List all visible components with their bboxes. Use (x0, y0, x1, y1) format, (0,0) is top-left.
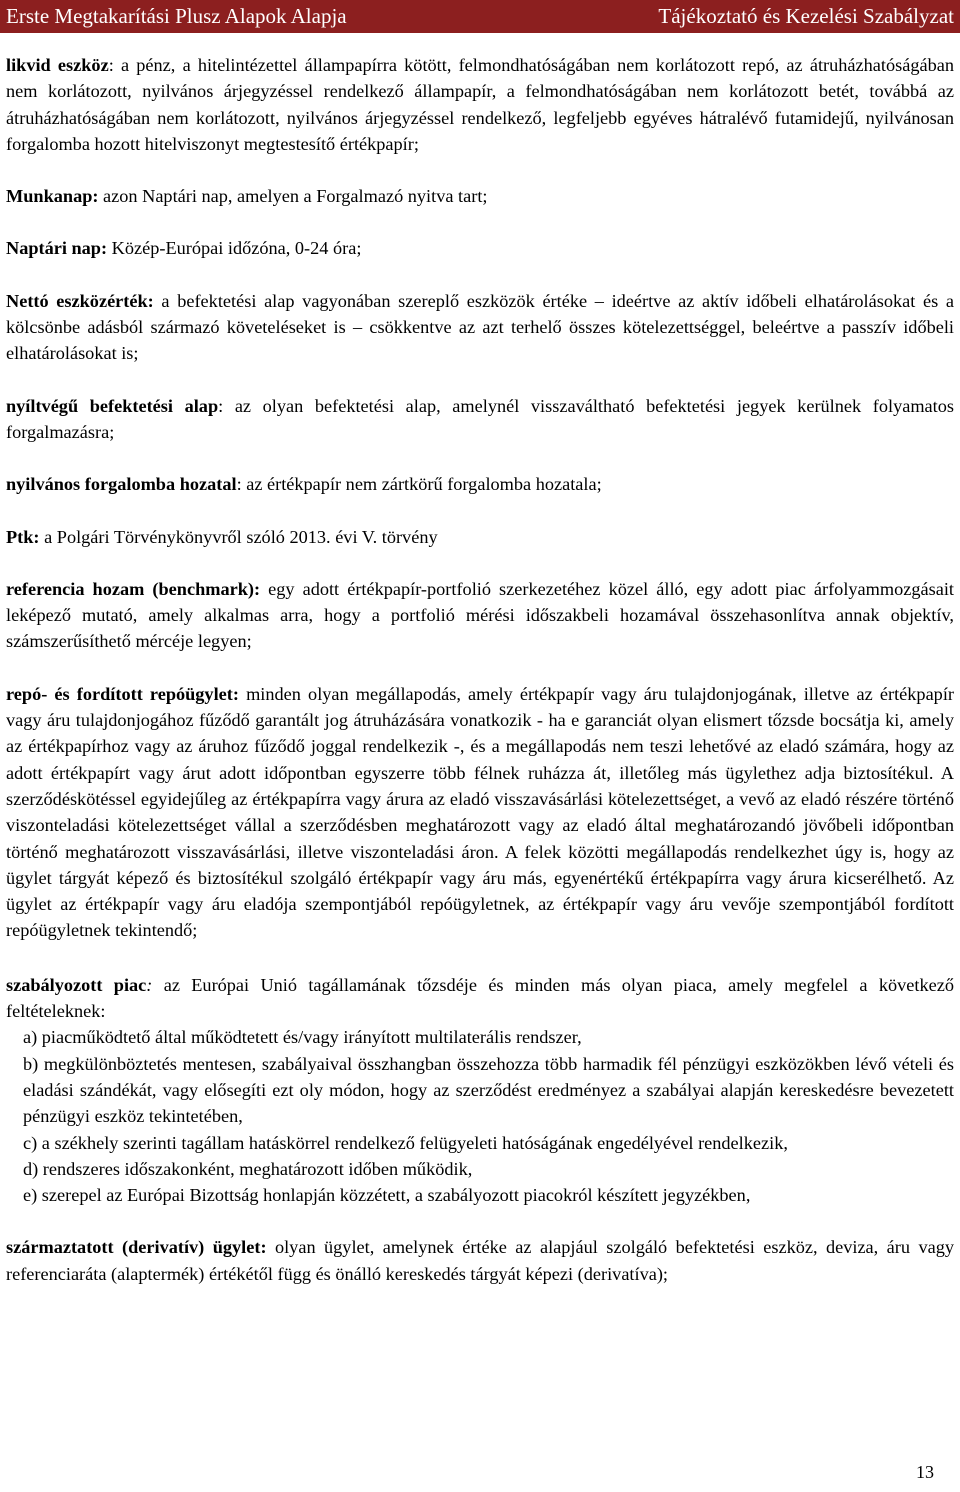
list-item: e) szerepel az Európai Bizottság honlapján közzétett, a szabályozott piacokról készített jegyzékben, (23, 1185, 751, 1206)
document-body (6, 52, 954, 1287)
definition-term: nyíltvégű befektetési alap (6, 395, 219, 416)
definition-text: a befektetési alap vagyonában szereplő eszközök értéke – ideértve az aktív időbeli elhatárolásokat és a kölcsönbe adásból származó követeléseket is – csökkentve az azt terhelő összes kötelezettséggel, beleértve a passzív időbeli elhatárolásokat is; (6, 290, 954, 364)
definition-term: likvid eszköz (6, 55, 109, 75)
definition-term: repó- és fordított repóügylet: (6, 683, 239, 704)
definition-text: az Európai Unió tagállamának tőzsdéje és minden más olyan piaca, amely megfelel a következő feltételeknek: (6, 974, 954, 1022)
definition-text: Közép-Európai időzóna, 0-24 óra; (107, 238, 362, 259)
page-number: 13 (916, 1462, 934, 1482)
definition-colon: : (146, 974, 153, 995)
definition-term: Munkanap: (6, 186, 99, 207)
definition-text: : a pénz, a hitelintézettel állampapírra kötött, felmondhatóságában nem korlátozott repó, az átruházhatóságában nem korlátozott, nyilvános árjegyzéssel rendelkező állampapír, a felmondhatóságában nem korlátozott betét, továbbá az átruházhatóságában nem korlátozott, nyilvános árjegyzéssel rendelkező, legfeljebb egyéves hátralévő futamidejű, nyilvánosan forgalomba hozott hitelviszonyt megtestesítő értékpapír; (6, 55, 954, 154)
list-item: d) rendszeres időszakonként, meghatározott időben működik, (23, 1158, 473, 1179)
definition-term: Nettó eszközérték: (6, 290, 154, 311)
definition-text: a Polgári Törvénykönyvről szóló 2013. évi V. törvény (39, 526, 438, 547)
definition-nyiltvegu-alap (6, 393, 954, 446)
definition-referencia-hozam (6, 576, 954, 655)
definition-term: referencia hozam (benchmark): (6, 578, 261, 599)
definition-text: : az értékpapír nem zártkörű forgalomba hozatala; (236, 474, 602, 495)
definition-nyilvanos-forgalomba-hozatal (6, 471, 954, 497)
definition-term: származtatott (derivatív) ügylet: (6, 1237, 267, 1258)
definition-term: Naptári nap: (6, 238, 108, 259)
list-item: a) piacműködtető által működtetett és/vagy irányított multilaterális rendszer, (23, 1027, 582, 1048)
list-item: c) a székhely szerinti tagállam hatáskörrel rendelkező felügyeleti hatóságának engedélyével rendelkezik, (23, 1132, 788, 1153)
definition-likvid-eszkoz (6, 52, 954, 157)
definition-naptari-nap (6, 235, 954, 261)
definition-term: szabályozott piac (6, 974, 147, 995)
page-header (0, 0, 960, 33)
list-item: b) megkülönböztetés mentesen, szabályaival összhangban összehozza több harmadik fél pénzügyi eszközökben lévő vételi és eladási szándékát, vagy elősegíti ezt oly módon, hogy az szerződést eredményez a szabályai alapján kereskedésre bevezetett pénzügyi eszköz tekintetében, (23, 1053, 954, 1127)
definition-text: azon Naptári nap, amelyen a Forgalmazó nyitva tart; (98, 186, 488, 207)
definition-munkanap (6, 183, 954, 209)
definition-term: Ptk: (6, 526, 40, 547)
header-section-title: Tájékoztató és Kezelési Szabályzat (658, 4, 954, 28)
definition-szabalyozott-piac (6, 972, 954, 1025)
definition-repougylet (6, 681, 954, 944)
definition-text: olyan ügylet, amelynek értéke az alapjául szolgáló befektetési eszköz, deviza, áru vagy referenciaráta (alaptermék) értékétől függ és önálló kereskedés tárgyát képezi (derivatíva); (6, 1237, 954, 1284)
definition-term: nyilvános forgalomba hozatal (6, 474, 237, 495)
definition-netto-eszkozertek (6, 288, 954, 367)
definition-ptk (6, 524, 954, 550)
definition-text: : az olyan befektetési alap, amelynél visszaváltható befektetési jegyek kerülnek folyamatos forgalmazásra; (6, 395, 954, 442)
definition-szarmaztatott-ugylet (6, 1234, 954, 1287)
header-document-title: Erste Megtakarítási Plusz Alapok Alapja (6, 4, 347, 28)
definition-text: egy adott értékpapír-portfolió szerkezetéhez közel álló, egy adott piac árfolyammozgásait leképező mutató, amely alkalmas arra, hogy a portfolió mérési időszakbeli hozamával összehasonlítva annak objektív, számszerűsíthető mércéje legyen; (6, 578, 954, 652)
definition-text: minden olyan megállapodás, amely értékpapír vagy áru tulajdonjogának, illetve az értékpapír vagy áru tulajdonjogához fűződő garantált jog átruházására vonatkozik - ha e garanciát olyan elismert tőzsde bocsátja ki, amely az értékpapírhoz vagy az áruhoz fűződő joggal rendelkezik -, és a megállapodás nem teszi lehetővé az eladó számára, hogy az adott értékpapírt vagy árut adott időpontban egyszerre több félnek ruházza át, illetőleg más ügylethez adja biztosítékul. A szerződéskötéssel egyidejűleg az értékpapírra vagy árura az eladó visszavásárlási kötelezettséget, a vevő az eladó részére történő viszonteladási kötelezettséget vállal a szerződésben meghatározott vagy az eladó által meghatározandó jövőbeli időpontban történő meghatározott visszavásárlási, illetve viszonteladási áron. A felek közötti megállapodás rendelkezhet úgy is, hogy az ügylet tárgyát képező és biztosítékul szolgáló értékpapír vagy áru más, egyenértékű értékpapírra vagy árura kicserélhető. Az ügylet az értékpapír vagy áru eladója szempontjából repóügyletnek, az értékpapír vagy áru vevője szempontjából fordított repóügyletnek tekintendő; (6, 683, 954, 941)
